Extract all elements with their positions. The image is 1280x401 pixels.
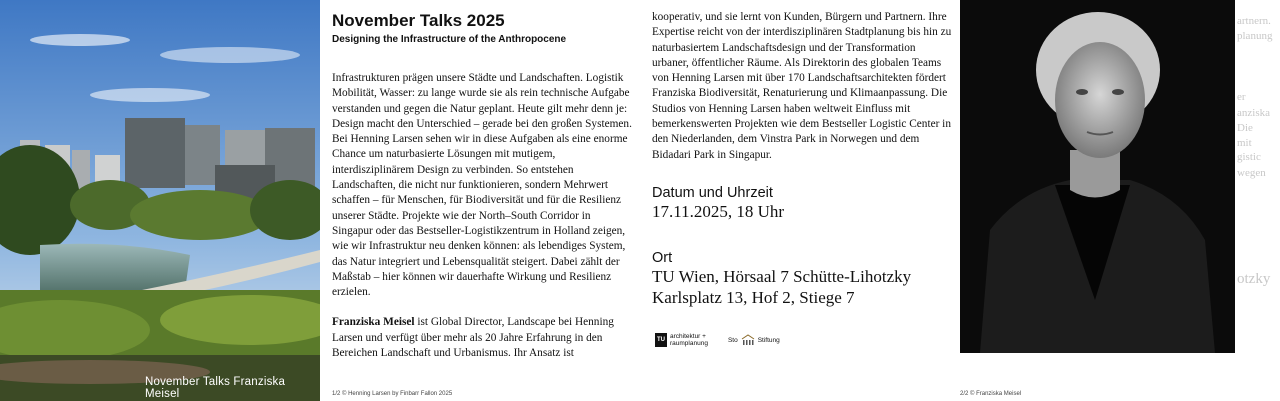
location-section <box>652 250 911 308</box>
intro-paragraph: Infrastrukturen prägen unsere Städte und Landschaften. Logistik Mobilität, Wasser: zu lange wurde sie als rein technische Aufgabe verstanden und gegen die Natur geplant. Heute gilt mehr denn je: Design macht den Unterschied – gerade bei den großen Systemen. Bei Henning Larsen sehen wir in diese Aufgaben als eine enorme Chance um naturbasierte Lösungen mit mutigem, interdisziplinärem Design zu verbinden. So entstehen Landschaften, die nicht nur funktionieren, sondern Mehrwert schaffen – für Menschen, für Biodiversität und für die Resilienz unserer Städte. Projekte wie der North–South Corridor in Singapur oder das Bestseller-Logistikzentrum in Holland zeigen, wie wir Infrastruktur neu denken können: als lebendiges System, das Natur integriert und Lebensqualität steigert. Dabei zählt der Maßstab – hier können wir dauerhafte Wirkung und Resilienz erzielen. <box>332 72 632 299</box>
portrait-photo <box>960 0 1235 353</box>
bio-continued-paragraph: kooperativ, und sie lernt von Kunden, Bürgern und Partnern. Ihre Expertise reicht von der interdisziplinären Stadtplanung bis hin zu naturbasiertem Landschaftsdesign und der Transformation urbaner, öffentlicher Räume. Als Direktorin des globalen Teams von Henning Larsen mit über 170 Landschaftsarchitekten fördert Franziska Biodiversität, Renaturierung und Klimaanpassung. Die Studios von Henning Larsen haben weltweit Einfluss mit bemerkenswerten Projekten wie dem Bestseller Logistic Center in den Niederlanden, dem Vinstra Park in Norwegen und dem Bidadari Park in Singapur. <box>652 11 952 161</box>
page2-footer: 2/2 © Franziska Meisel <box>960 391 1022 397</box>
raumplanung-line: raumplanung <box>670 340 708 347</box>
intro-column <box>332 10 632 361</box>
page-subtitle: Designing the Infrastructure of the Anthropocene <box>332 34 567 45</box>
ghost-text-6: mit <box>1237 137 1252 149</box>
tu-logo: TU <box>655 333 667 347</box>
bio-paragraph <box>332 315 632 361</box>
portrait-illustration <box>960 0 1235 353</box>
ghost-text-7: gistic <box>1237 151 1261 163</box>
landscape-photo-illustration <box>0 0 320 401</box>
architektur-line: architektur + <box>670 333 706 340</box>
bio-continued-column <box>652 10 952 163</box>
location-line-2: Karlsplatz 13, Hof 2, Stiege 7 <box>652 288 855 307</box>
sponsor-logos <box>655 330 780 350</box>
sto-text: Sto <box>727 336 738 344</box>
date-value: 17.11.2025, 18 Uhr <box>652 202 785 221</box>
landscape-photo <box>0 0 320 401</box>
sto-stiftung-logo <box>728 334 780 346</box>
ghost-text-9: otzky <box>1237 271 1271 287</box>
architektur-logo-text <box>670 333 708 347</box>
date-label: Datum und Uhrzeit <box>652 185 773 201</box>
location-line-1: TU Wien, Hörsaal 7 Schütte-Lihotzky <box>652 267 912 286</box>
bio-name: Franziska Meisel <box>332 316 415 329</box>
sto-building-icon <box>741 334 755 346</box>
ghost-text-3: er <box>1237 91 1246 103</box>
ghost-text-8: wegen <box>1237 167 1266 179</box>
ghost-text-4: anziska <box>1237 107 1270 119</box>
stiftung-text: Stiftung <box>757 336 780 344</box>
ghost-text-1: artnern. <box>1237 15 1271 27</box>
date-section <box>652 185 784 222</box>
ghost-text-2: planung <box>1237 30 1273 42</box>
page1-footer: 1/2 © Henning Larsen by Finbarr Fallon 2025 <box>332 391 453 397</box>
location-label: Ort <box>652 250 673 266</box>
bio-text: ist Global Director, Landscape bei Henning Larsen und verfügt über mehr als 20 Jahre Erfahrung in den Bereichen Landschaft und Urbanismus. Ihr Ansatz ist <box>332 316 614 360</box>
ghost-text-5: Die <box>1237 122 1253 134</box>
page-title: November Talks 2025 <box>332 11 505 30</box>
left-photo-caption: November Talks Franziska Meisel <box>145 376 286 400</box>
